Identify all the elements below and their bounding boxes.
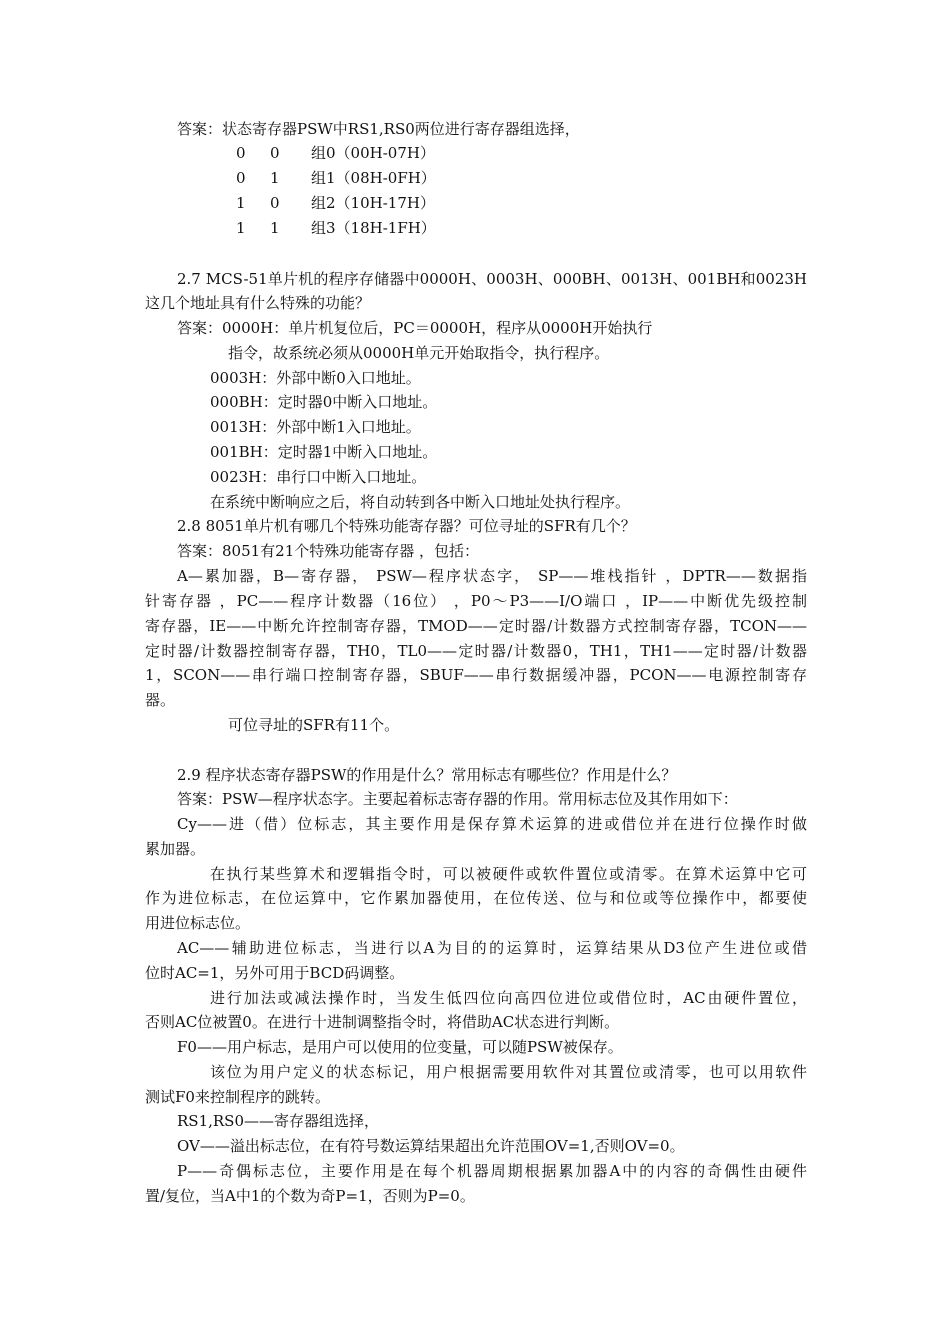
- q27-answer-line: 001BH：定时器1中断入口地址。: [210, 443, 438, 461]
- q28-paragraph-line: 器。: [145, 691, 176, 709]
- q29-p-line: 置/复位，当A中1的个数为奇P=1，否则为P=0。: [145, 1187, 475, 1205]
- document-page: 答案：状态寄存器PSW中RS1,RS0两位进行寄存器组选择， 0 0 组0（00H-07H） 0 1 组1（08H-0FH） 1 0 组2（10H-17H） 1 1 组3（18H-1FH） 2.7 MCS-51单片机的程序存储器中0000H、0003H、000BH、0013H、001BH和0023H 这几个地址具有什么特殊的功能？ 答案：0000H：单片机复位后，PC＝0000H，程序从0000H开始执行 指令，故系统必须从0000H单元开始取指令，执行程序。 0003H：外部中断0入口地址。 000BH：定时器0中断入口地址。 0013H：外部中断1入口地址。 001BH：定时器1中断入口地址。 0023H：串行口中断入口地址。 在系统中断响应之后，将自动转到各中断入口地址处执行程序。 2.8 8051单片机有哪几个特殊功能寄存器？可位寻址的SFR有几个？ 答案：8051有21个特殊功能寄存器 ，包括： A—累加器，B—寄存器， PSW—程序状态字， SP——堆栈指针 ，DPTR——数据指 针寄存器 ，PC——程序计数器（16位） ，P0～P3——I/O端口 ，IP——中断优先级控制 寄存器，IE——中断允许控制寄存器，TMOD——定时器/计数器方式控制寄存器，TCON—— 定时器/计数器控制寄存器，TH0，TL0——定时器/计数器0，TH1，TH1——定时器/计数器 1，SCON——串行端口控制寄存器，SBUF——串行数据缓冲器，PCON——电源控制寄存 器。 可位寻址的SFR有11个。 2.9 程序状态寄存器PSW的作用是什么？常用标志有哪些位？作用是什么？ 答案：PSW—程序状态字。主要起着标志寄存器的作用。常用标志位及其作用如下： Cy——进（借）位标志，其主要作用是保存算术运算的进或借位并在进行位操作时做 累加器。 在执行某些算术和逻辑指令时，可以被硬件或软件置位或清零。在算术运算中它可 作为进位标志，在位运算中，它作累加器使用，在位传送、位与和位或等位操作中，都要使 用进位标志位。 AC——辅助进位标志，当进行以A为目的的运算时，运算结果从D3位产生进位或借 位时AC=1，另外可用于BCD码调整。 进行加法或减法操作时，当发生低四位向高四位进位或借位时，AC由硬件置位， 否则AC位被置0。在进行十进制调整指令时，将借助AC状态进行判断。 F0——用户标志，是用户可以使用的位变量，可以随PSW被保存。 该位为用户定义的状态标记，用户根据需要用软件对其置位或清零，也可以用软件 测试F0来控制程序的跳转。 RS1,RS0——寄存器组选择， OV——溢出标志位，在有符号数运算结果超出允许范围OV=1,否则OV=0。 P——奇偶标志位，主要作用是在每个机器周期根据累加器A中的内容的奇偶性由硬件 置/复位，当A中1的个数为奇P=1，否则为P=0。: [145, 120, 807, 1205]
- q29-p-line: P——奇偶标志位，主要作用是在每个机器周期根据累加器A中的内容的奇偶性由硬件: [177, 1162, 807, 1180]
- q27-answer-line: 指令，故系统必须从0000H单元开始取指令，执行程序。: [228, 344, 610, 362]
- q29-rs-line: RS1,RS0——寄存器组选择，: [177, 1112, 379, 1130]
- q29-ac-line: 位时AC=1，另外可用于BCD码调整。: [145, 964, 405, 982]
- q28-paragraph-line: A—累加器，B—寄存器， PSW—程序状态字， SP——堆栈指针 ，DPTR——数据指: [177, 567, 807, 585]
- q29-cy-line: 在执行某些算术和逻辑指令时，可以被硬件或软件置位或清零。在算术运算中它可: [210, 865, 807, 883]
- q28-question: 2.8 8051单片机有哪几个特殊功能寄存器？可位寻址的SFR有几个？: [177, 517, 636, 535]
- q26-answer-intro: 答案：状态寄存器PSW中RS1,RS0两位进行寄存器组选择，: [177, 120, 580, 138]
- q29-cy-line: 用进位标志位。: [145, 914, 251, 932]
- q27-answer-line: 在系统中断响应之后，将自动转到各中断入口地址处执行程序。: [210, 493, 631, 511]
- q29-ac-line: 进行加法或减法操作时，当发生低四位向高四位进位或借位时，AC由硬件置位，: [210, 989, 807, 1007]
- q28-answer-intro: 答案：8051有21个特殊功能寄存器 ，包括：: [177, 542, 480, 560]
- q29-ac-line: AC——辅助进位标志，当进行以A为目的的运算时，运算结果从D3位产生进位或借: [177, 939, 807, 957]
- q28-bit-addressable-count: 可位寻址的SFR有11个。: [228, 716, 400, 734]
- q28-paragraph-line: 1，SCON——串行端口控制寄存器，SBUF——串行数据缓冲器，PCON——电源控制寄存: [145, 666, 807, 684]
- q27-answer-line: 0013H：外部中断1入口地址。: [210, 418, 421, 436]
- q29-f0-line: 测试F0来控制程序的跳转。: [145, 1088, 330, 1106]
- q29-f0-line: 该位为用户定义的状态标记，用户根据需要用软件对其置位或清零，也可以用软件: [210, 1063, 807, 1081]
- q27-answer-line: 0003H：外部中断0入口地址。: [210, 369, 421, 387]
- q27-answer-line: 000BH：定时器0中断入口地址。: [210, 393, 438, 411]
- q29-ov-line: OV——溢出标志位，在有符号数运算结果超出允许范围OV=1,否则OV=0。: [177, 1137, 685, 1155]
- q29-cy-line: 累加器。: [145, 840, 206, 858]
- q29-question: 2.9 程序状态寄存器PSW的作用是什么？常用标志有哪些位？作用是什么？: [177, 766, 677, 784]
- q29-ac-line: 否则AC位被置0。在进行十进制调整指令时，将借助AC状态进行判断。: [145, 1013, 620, 1031]
- q29-cy-line: Cy——进（借）位标志，其主要作用是保存算术运算的进或借位并在进行位操作时做: [177, 815, 807, 833]
- q27-answer-line: 0023H：串行口中断入口地址。: [210, 468, 427, 486]
- q27-answer-line: 答案：0000H：单片机复位后，PC＝0000H，程序从0000H开始执行: [177, 319, 653, 337]
- q27-question-line1: 2.7 MCS-51单片机的程序存储器中0000H、0003H、000BH、0013H、001BH和0023H: [177, 270, 807, 288]
- q28-paragraph-line: 针寄存器 ，PC——程序计数器（16位） ，P0～P3——I/O端口 ，IP——中断优先级控制: [145, 592, 807, 610]
- q28-paragraph-line: 寄存器，IE——中断允许控制寄存器，TMOD——定时器/计数器方式控制寄存器，TCON——: [145, 617, 807, 635]
- q27-question-line2: 这几个地址具有什么特殊的功能？: [145, 294, 371, 312]
- q29-f0-line: F0——用户标志，是用户可以使用的位变量，可以随PSW被保存。: [177, 1038, 623, 1056]
- q29-cy-line: 作为进位标志，在位运算中，它作累加器使用，在位传送、位与和位或等位操作中，都要使: [145, 889, 807, 907]
- q28-paragraph-line: 定时器/计数器控制寄存器，TH0，TL0——定时器/计数器0，TH1，TH1——定时器/计数器: [145, 642, 807, 660]
- q29-answer-intro: 答案：PSW—程序状态字。主要起着标志寄存器的作用。常用标志位及其作用如下：: [177, 790, 738, 808]
